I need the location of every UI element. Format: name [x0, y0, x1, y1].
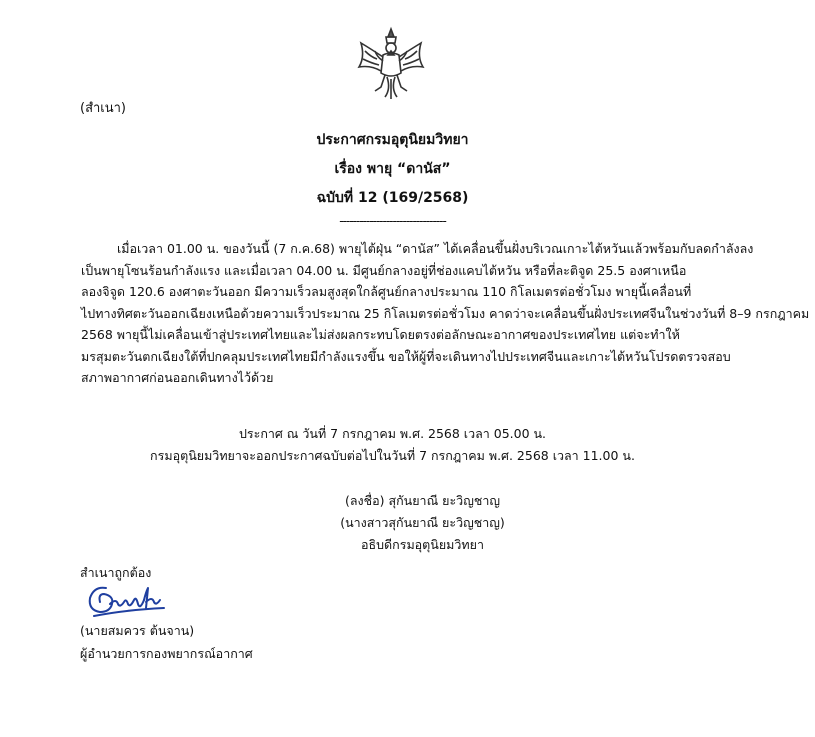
divider-rule: -------------------------------- — [339, 214, 446, 228]
certifier-name: (นายสมควร ต้นจาน) — [80, 623, 195, 638]
copy-label: (สำเนา) — [80, 101, 127, 116]
announcement-issue-number: ฉบับที่ 12 (169/2568) — [316, 190, 469, 206]
announcement-subject: เรื่อง พายุ “ดานัส” — [334, 161, 451, 177]
announcement-date: ประกาศ ณ วันที่ 7 กรกฎาคม พ.ศ. 2568 เวลา 05.00 น. — [238, 426, 547, 441]
next-announcement-note: กรมอุตุนิยมวิทยาจะออกประกาศฉบับต่อไปในวันที่ 7 กรกฎาคม พ.ศ. 2568 เวลา 11.00 น. — [150, 448, 635, 463]
body-line: มรสุมตะวันตกเฉียงใต้ที่ปกคลุมประเทศไทยมีกำลังแรงขึ้น ขอให้ผู้ที่จะเดินทางไปประเทศจีนและเกาะไต้หวันโปรดตรวจสอบ — [81, 348, 731, 364]
body-line: ไปทางทิศตะวันออกเฉียงเหนือด้วยความเร็วประมาณ 25 กิโลเมตรต่อชั่วโมง คาดว่าจะเคลื่อนขึ้นฝั่งประเทศจีนในช่วงวันที่ 8–9 กรกฎาคม — [81, 305, 810, 321]
body-line: เมื่อเวลา 01.00 น. ของวันนี้ (7 ก.ค.68) พายุไต้ฝุ่น “ดานัส” ได้เคลื่อนขึ้นฝั่งบริเวณเกาะไต้หวันแล้วพร้อมกับลดกำลังลง — [117, 241, 754, 256]
signatory-position: อธิบดีกรมอุตุนิยมวิทยา — [360, 537, 485, 552]
handwritten-signature — [84, 580, 174, 620]
signatory-signed: (ลงชื่อ) สุกันยาณี ยะวิญชาญ — [345, 493, 500, 508]
body-line: 2568 พายุนี้ไม่เคลื่อนเข้าสู่ประเทศไทยและไม่ส่งผลกระทบโดยตรงต่อลักษณะอากาศของประเทศไทย แต่จะทำให้ — [81, 327, 680, 342]
body-line: ลองจิจูด 120.6 องศาตะวันออก มีความเร็วลมสูงสุดใกล้ศูนย์กลางประมาณ 110 กิโลเมตรต่อชั่วโมง พายุนี้เคลื่อนที่ — [81, 284, 692, 299]
signatory-name: (นางสาวสุกันยาณี ยะวิญชาญ) — [340, 515, 505, 530]
certifier-position: ผู้อำนวยการกองพยากรณ์อากาศ — [80, 646, 253, 661]
garuda-emblem-icon — [355, 27, 427, 101]
body-line: สภาพอากาศก่อนออกเดินทางไว้ด้วย — [81, 370, 274, 385]
certified-copy-label: สำเนาถูกต้อง — [80, 565, 152, 580]
body-line: เป็นพายุโซนร้อนกำลังแรง และเมื่อเวลา 04.00 น. มีศูนย์กลางอยู่ที่ช่องแคบไต้หวัน หรือที่ละติจูด 25.5 องศาเหนือ — [81, 262, 687, 278]
announcement-body — [81, 238, 810, 389]
announcement-title: ประกาศกรมอุตุนิยมวิทยา — [316, 132, 469, 148]
